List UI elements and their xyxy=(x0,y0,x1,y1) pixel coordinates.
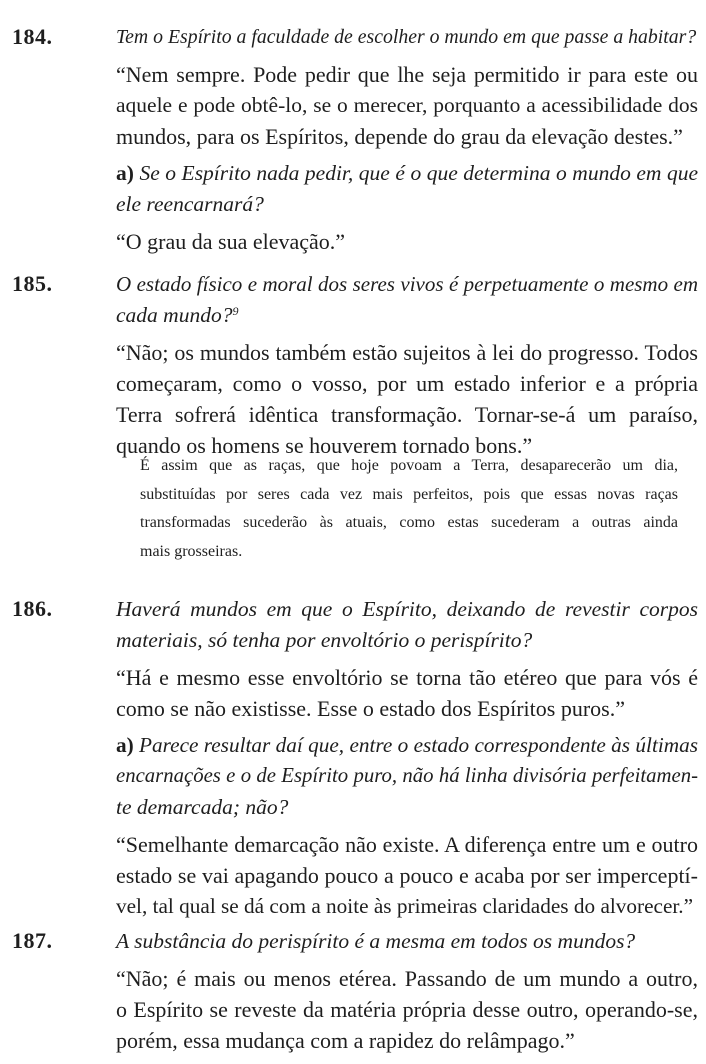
sub-question-label: a) xyxy=(116,733,134,757)
note-line: substituídas por seres cada vez mais perfeitos, pois que essas novas raças xyxy=(140,485,678,503)
question-line: Haverá mundos em que o Espírito, deixando de revestir corpos xyxy=(116,597,698,621)
sub-question-line: te demarcada; não? xyxy=(116,795,289,819)
answer-line: começaram, como o vosso, por um estado inferior e a própria xyxy=(116,371,698,396)
answer-text xyxy=(116,662,698,724)
answer-line: “Nem sempre. Pode pedir que lhe seja permitido ir para este ou xyxy=(116,62,698,87)
sub-answer-line: vel, tal qual se dá com a noite às primeiras claridades do alvorecer.” xyxy=(116,894,694,918)
answer-line: “Há e mesmo esse envoltório se torna tão etéreo que para vós é xyxy=(116,665,698,690)
answer-line: “Não; é mais ou menos etérea. Passando de um mundo a outro, xyxy=(116,966,698,991)
sub-answer xyxy=(116,226,698,257)
answer-text xyxy=(116,59,698,152)
question-number: 184. xyxy=(12,24,53,49)
sub-question-line: ele reencarnará? xyxy=(116,192,264,216)
footnote-mark[interactable]: 9 xyxy=(232,304,239,318)
sub-question xyxy=(116,730,698,823)
sub-question xyxy=(116,158,698,220)
sub-question-line: Parece resultar daí que, entre o estado correspondente às últimas xyxy=(139,733,698,757)
sub-answer xyxy=(116,829,698,922)
sub-answer-line: estado se vai apagando pouco a pouco e acaba por ser imperceptí- xyxy=(116,863,698,888)
sub-answer-line: “O grau da sua elevação.” xyxy=(116,229,346,254)
sub-question-label: a) xyxy=(116,161,134,185)
note-line: transformadas sucederão às atuais, como estas sucederam a outras ainda xyxy=(140,514,678,531)
answer-line: Terra sofrerá idêntica transformação. Tornar-se-á um paraíso, xyxy=(116,402,698,427)
question-line: materiais, só tenha por envoltório o perispírito? xyxy=(116,628,533,652)
answer-line: quando os homens se houverem tornado bons.” xyxy=(116,433,533,458)
question-number: 186. xyxy=(12,596,53,621)
answer-line: porém, essa mudança com a rapidez do relâmpago.” xyxy=(116,1028,575,1053)
sub-question-line: Se o Espírito nada pedir, que é o que determina o mundo em que xyxy=(139,161,698,185)
question-line: O estado físico e moral dos seres vivos é perpetuamente o mesmo em xyxy=(116,272,698,296)
answer-text xyxy=(116,337,698,461)
question-line: A substância do perispírito é a mesma em todos os mundos? xyxy=(116,929,636,953)
question-number: 187. xyxy=(12,928,53,953)
question-content xyxy=(116,926,698,1056)
question-line: cada mundo? xyxy=(116,303,233,327)
note-line: mais grosseiras. xyxy=(140,542,243,560)
question-number: 185. xyxy=(12,271,53,296)
question-text: Tem o Espírito a faculdade de escolher o mundo em que passe a habitar? xyxy=(116,26,697,48)
answer-line: como se não existisse. Esse o estado dos Espíritos puros.” xyxy=(116,696,625,721)
answer-text xyxy=(116,963,698,1056)
question-content xyxy=(116,22,698,257)
question-content xyxy=(116,594,698,922)
answer-line: “Não; os mundos também estão sujeitos à lei do progresso. Todos xyxy=(116,340,698,365)
commentary-note xyxy=(140,452,678,566)
note-line: É assim que as raças, que hoje povoam a Terra, desaparecerão um dia, xyxy=(140,457,678,474)
answer-line: mundos, para os Espíritos, depende do grau da elevação destes.” xyxy=(116,124,683,149)
sub-answer-line: “Semelhante demarcação não existe. A diferença entre um e outro xyxy=(116,832,698,857)
question-content xyxy=(116,269,698,461)
sub-question-line: encarnações e o de Espírito puro, não há linha divisória perfeitamen- xyxy=(116,765,698,787)
answer-line: o Espírito se reveste da matéria própria desse outro, operando-se, xyxy=(116,997,698,1022)
answer-line: aquele e pode obtê-lo, se o merecer, porquanto a acessibilidade dos xyxy=(116,93,698,117)
